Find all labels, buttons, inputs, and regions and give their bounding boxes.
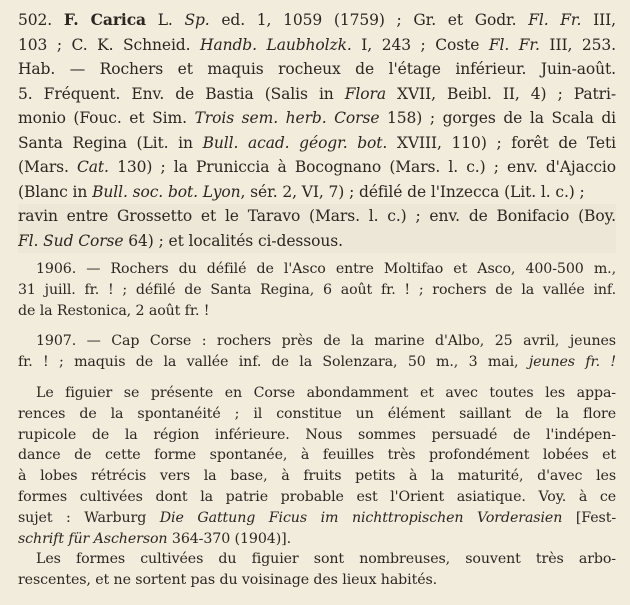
text-run: Handb. Laubholzk. [200,35,352,54]
text-run: 5. Fréquent. Env. de Bastia (Salis in [18,84,345,103]
text-line [18,301,616,322]
text-line [18,529,616,550]
text-run: jeunes fr. ! [528,354,616,371]
text-line [18,352,616,373]
text-run: Fl. Fr. [528,11,582,29]
text-run: Cat. [77,158,109,176]
text-run: ravin entre Grossetto et le Taravo (Mars. l. c.) ; env. de Bonifacio (Boy. [18,207,616,225]
text-line [18,106,616,131]
text-run: XVII, Beibl. II, 4) ; Patri- [385,84,616,103]
entry-continued [18,204,616,253]
text-run: Die Gattung Ficus im nichttropischen Vorderasien [159,509,563,526]
text-line [18,82,616,107]
text-line [18,508,616,529]
text-line [18,33,616,58]
text-line [18,487,616,508]
text-run: Le figuier se présente en Corse abondamment et avec toutes les appa- [36,384,616,401]
text-run: ed. 1, 1059 (1759) ; Gr. et Godr. [209,11,529,29]
text-run: monio (Fouc. et Sim. [18,109,195,127]
text-run: Sp. [184,11,210,29]
text-run: XVIII, 110) ; forêt de Teti [387,133,616,152]
text-line [18,466,616,487]
text-line [18,155,616,180]
text-run: F. Carica [63,10,146,29]
text-line [18,570,616,591]
text-line [18,383,616,404]
text-run: dance de cette forme spontanée, à feuilles très profondément lobées et [18,447,616,464]
text-run: 130) ; la Pruniccia à Bocognano (Mars. l. c.) ; env. d'Ajaccio [108,158,616,176]
text-run: 103 ; C. K. Schneid. [18,35,201,54]
text-run: sujet : Warburg [18,509,160,526]
text-run: rupicole de la région inférieure. Nous sommes persuadé de l'indépen- [18,426,616,443]
text-run: 64) ; et localités ci-dessous. [123,231,343,250]
text-run: Bull. soc. bot. Lyon [92,182,241,201]
text-run: Hab. — Rochers et maquis rocheux de l'étage inférieur. Juin-août. [18,60,616,78]
text-run: Flora [344,84,386,103]
text-run: III, [581,11,616,29]
text-line [18,204,616,229]
text-line [18,131,616,156]
text-run: (Mars. [18,158,78,176]
text-run: rescentes, et ne sortent pas du voisinage des lieux habités. [18,572,438,589]
text-run: 31 juill. fr. ! ; défilé de Santa Regina, 6 août fr. ! ; rochers de la vallée inf. [18,281,616,298]
text-run: rences de la spontanéité ; il constitue un élément saillant de la flore [18,405,616,422]
text-run: 1906. — Rochers du défilé de l'Asco entre Moltifao et Asco, 400-500 m., [36,261,616,277]
text-line [18,259,616,280]
text-run: 502. [18,11,64,29]
text-line [18,425,616,446]
text-line [18,445,616,466]
text-run: I, 243 ; Coste [351,35,489,54]
text-line [18,331,616,352]
text-line [18,180,616,205]
text-run: III, 253. [539,35,616,54]
text-line [18,8,616,33]
text-run: Trois sem. herb. Corse [194,109,380,127]
species-entry [18,8,616,253]
observation-1907 [18,331,616,373]
text-run: schrift für Ascherson [18,530,168,547]
text-run: Santa Regina (Lit. in [18,133,203,152]
text-run: Fl. Fr. [488,35,540,54]
text-run: 1907. — Cap Corse : rochers près de la marine d'Albo, 25 avril, jeunes [36,333,616,350]
text-run: (Blanc in [18,182,93,201]
commentary [18,383,616,591]
text-run: fr. ! ; maquis de la vallée inf. de la Solenzara, 50 m., 3 mai, [18,354,529,371]
text-line [18,280,616,301]
text-line [18,404,616,425]
text-line [18,57,616,82]
entry-first-part [18,8,616,204]
text-run: Les formes cultivées du figuier sont nombreuses, souvent très arbo- [36,551,616,568]
text-run: à lobes rétrécis vers la base, à fruits petits à la maturité, d'avec les [18,468,616,485]
text-run: [Fest- [562,509,616,526]
text-run: L. [146,11,185,29]
text-run: Bull. acad. géogr. bot. [202,133,388,152]
text-line [18,229,616,254]
text-run: , sér. 2, VI, 7) ; défilé de l'Inzecca (Lit. l. c.) ; [240,182,585,201]
text-line [18,549,616,570]
observation-1906 [18,259,616,321]
text-run: formes cultivées dont la patrie probable est l'Orient asiatique. Voy. à ce [18,488,616,505]
text-run: 158) ; gorges de la Scala di [379,109,616,127]
text-run: 364-370 (1904)]. [167,530,291,547]
text-run: de la Restonica, 2 août fr. ! [18,302,210,319]
text-run: Fl. Sud Corse [18,231,124,250]
